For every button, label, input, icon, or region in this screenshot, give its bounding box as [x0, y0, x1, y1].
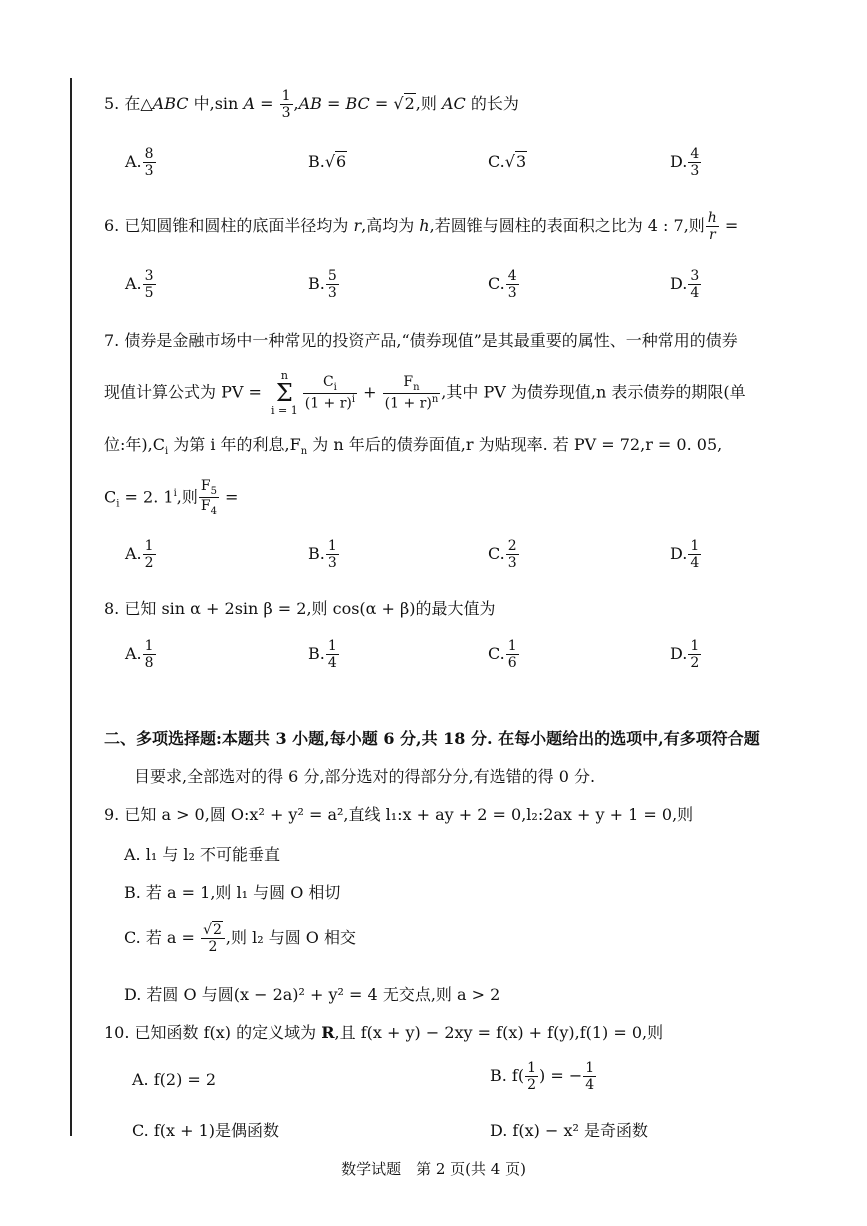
q8-option-b: B. $\frac{1}{4}$: [308, 638, 337, 672]
q6-option-d: D. $\frac{3}{4}$: [670, 268, 700, 302]
q8-option-d: D. $\frac{1}{2}$: [670, 638, 700, 672]
section-2-instructions: 目要求,全部选对的得 6 分,部分选对的得部分分,有选错的得 0 分.: [134, 767, 596, 786]
question-7-line-4: $C_i = 2$. 1$^i$,则 $\frac{F_5}{F_4}$ =: [104, 478, 239, 518]
q10-option-b: B. f( $\frac{1}{2}$ ) = − $\frac{1}{4}$: [490, 1060, 595, 1094]
question-8: 8. 已知 sin α + 2sin β = 2,则 cos(α + β)的最大值为: [104, 599, 496, 618]
q9-option-b: B. 若 a = 1,则 l₁ 与圆 O 相切: [124, 883, 341, 902]
q10-option-a: A. f(2) = 2: [132, 1070, 217, 1089]
q8-option-c: C. $\frac{1}{6}$: [488, 638, 517, 672]
q5-option-b: B.√6: [308, 152, 347, 171]
q7-option-d: D. $\frac{1}{4}$: [670, 538, 700, 572]
section-2-title: 二、多项选择题:本题共 3 小题,每小题 6 分,共 18 分. 在每小题给出的选项中,有多项符合题: [104, 729, 760, 748]
q6-option-a: A. $\frac{3}{5}$: [125, 268, 154, 302]
q8-option-a: A. $\frac{1}{8}$: [125, 638, 154, 672]
question-7-line-1: 7. 债券是金融市场中一种常见的投资产品,“债券现值”是其最重要的属性、一种常用的债券: [104, 331, 738, 350]
q5-option-c: C.√3: [488, 152, 527, 171]
q7-option-c: C. $\frac{2}{3}$: [488, 538, 517, 572]
question-7-line-3: 位:年)$,C_i$ 为第 i 年的利息$,F_n$ 为 n 年后的债券面值,r 为贴现率. 若 PV = 72,r = 0. 05,: [104, 435, 723, 458]
q10-option-c: C. f(x + 1)是偶函数: [132, 1121, 280, 1140]
question-10: 10. 已知函数 f(x) 的定义域为 R,且 f(x + y) − 2xy = f(x) + f(y),f(1) = 0,则: [104, 1023, 664, 1042]
q5-option-a: A. $\frac{8}{3}$: [125, 146, 154, 180]
fraction: $\frac{1}{3}$: [281, 88, 291, 122]
question-9: 9. 已知 a > 0,圆 O:x² + y² = a²,直线 l₁:x + ay + 2 = 0,l₂:2ax + y + 1 = 0,则: [104, 805, 694, 824]
q9-option-d: D. 若圆 O 与圆(x − 2a)² + y² = 4 无交点,则 a > 2: [124, 985, 501, 1004]
question-7-line-2: 现值计算公式为 PV = n Σ i = 1 $\frac{C_i}{(1 + r)^i}$ + $\frac{F_n}{(1 + r)^n}$ ,其中 PV 为债券现值,n 表示债券的期限(单: [104, 369, 746, 417]
question-6: 6. 已知圆锥和圆柱的底面半径均为 r,高均为 h,若圆锥与圆柱的表面积之比为 4 : 7,则 $\frac{h}{r}$ =: [104, 210, 739, 244]
q10-option-d: D. f(x) − x² 是奇函数: [490, 1121, 648, 1140]
q6-option-b: B. $\frac{5}{3}$: [308, 268, 337, 302]
binding-margin-line: [70, 78, 72, 1136]
q7-option-a: A. $\frac{1}{2}$: [125, 538, 154, 572]
q7-option-b: B. $\frac{1}{3}$: [308, 538, 337, 572]
q5-option-d: D. $\frac{4}{3}$: [670, 146, 700, 180]
q6-option-c: C. $\frac{4}{3}$: [488, 268, 517, 302]
page-footer: 数学试题 第 2 页(共 4 页): [341, 1160, 526, 1178]
q9-option-c: C. 若 a = $\frac{√2}{2}$ ,则 l₂ 与圆 O 相交: [124, 922, 356, 956]
q9-option-a: A. l₁ 与 l₂ 不可能垂直: [124, 845, 281, 864]
summation: n Σ i = 1: [271, 369, 298, 417]
question-5: 5. 在△ABC 中,sin A = $\frac{1}{3}$ ,AB = BC = √2,则 AC 的长为: [104, 88, 519, 122]
